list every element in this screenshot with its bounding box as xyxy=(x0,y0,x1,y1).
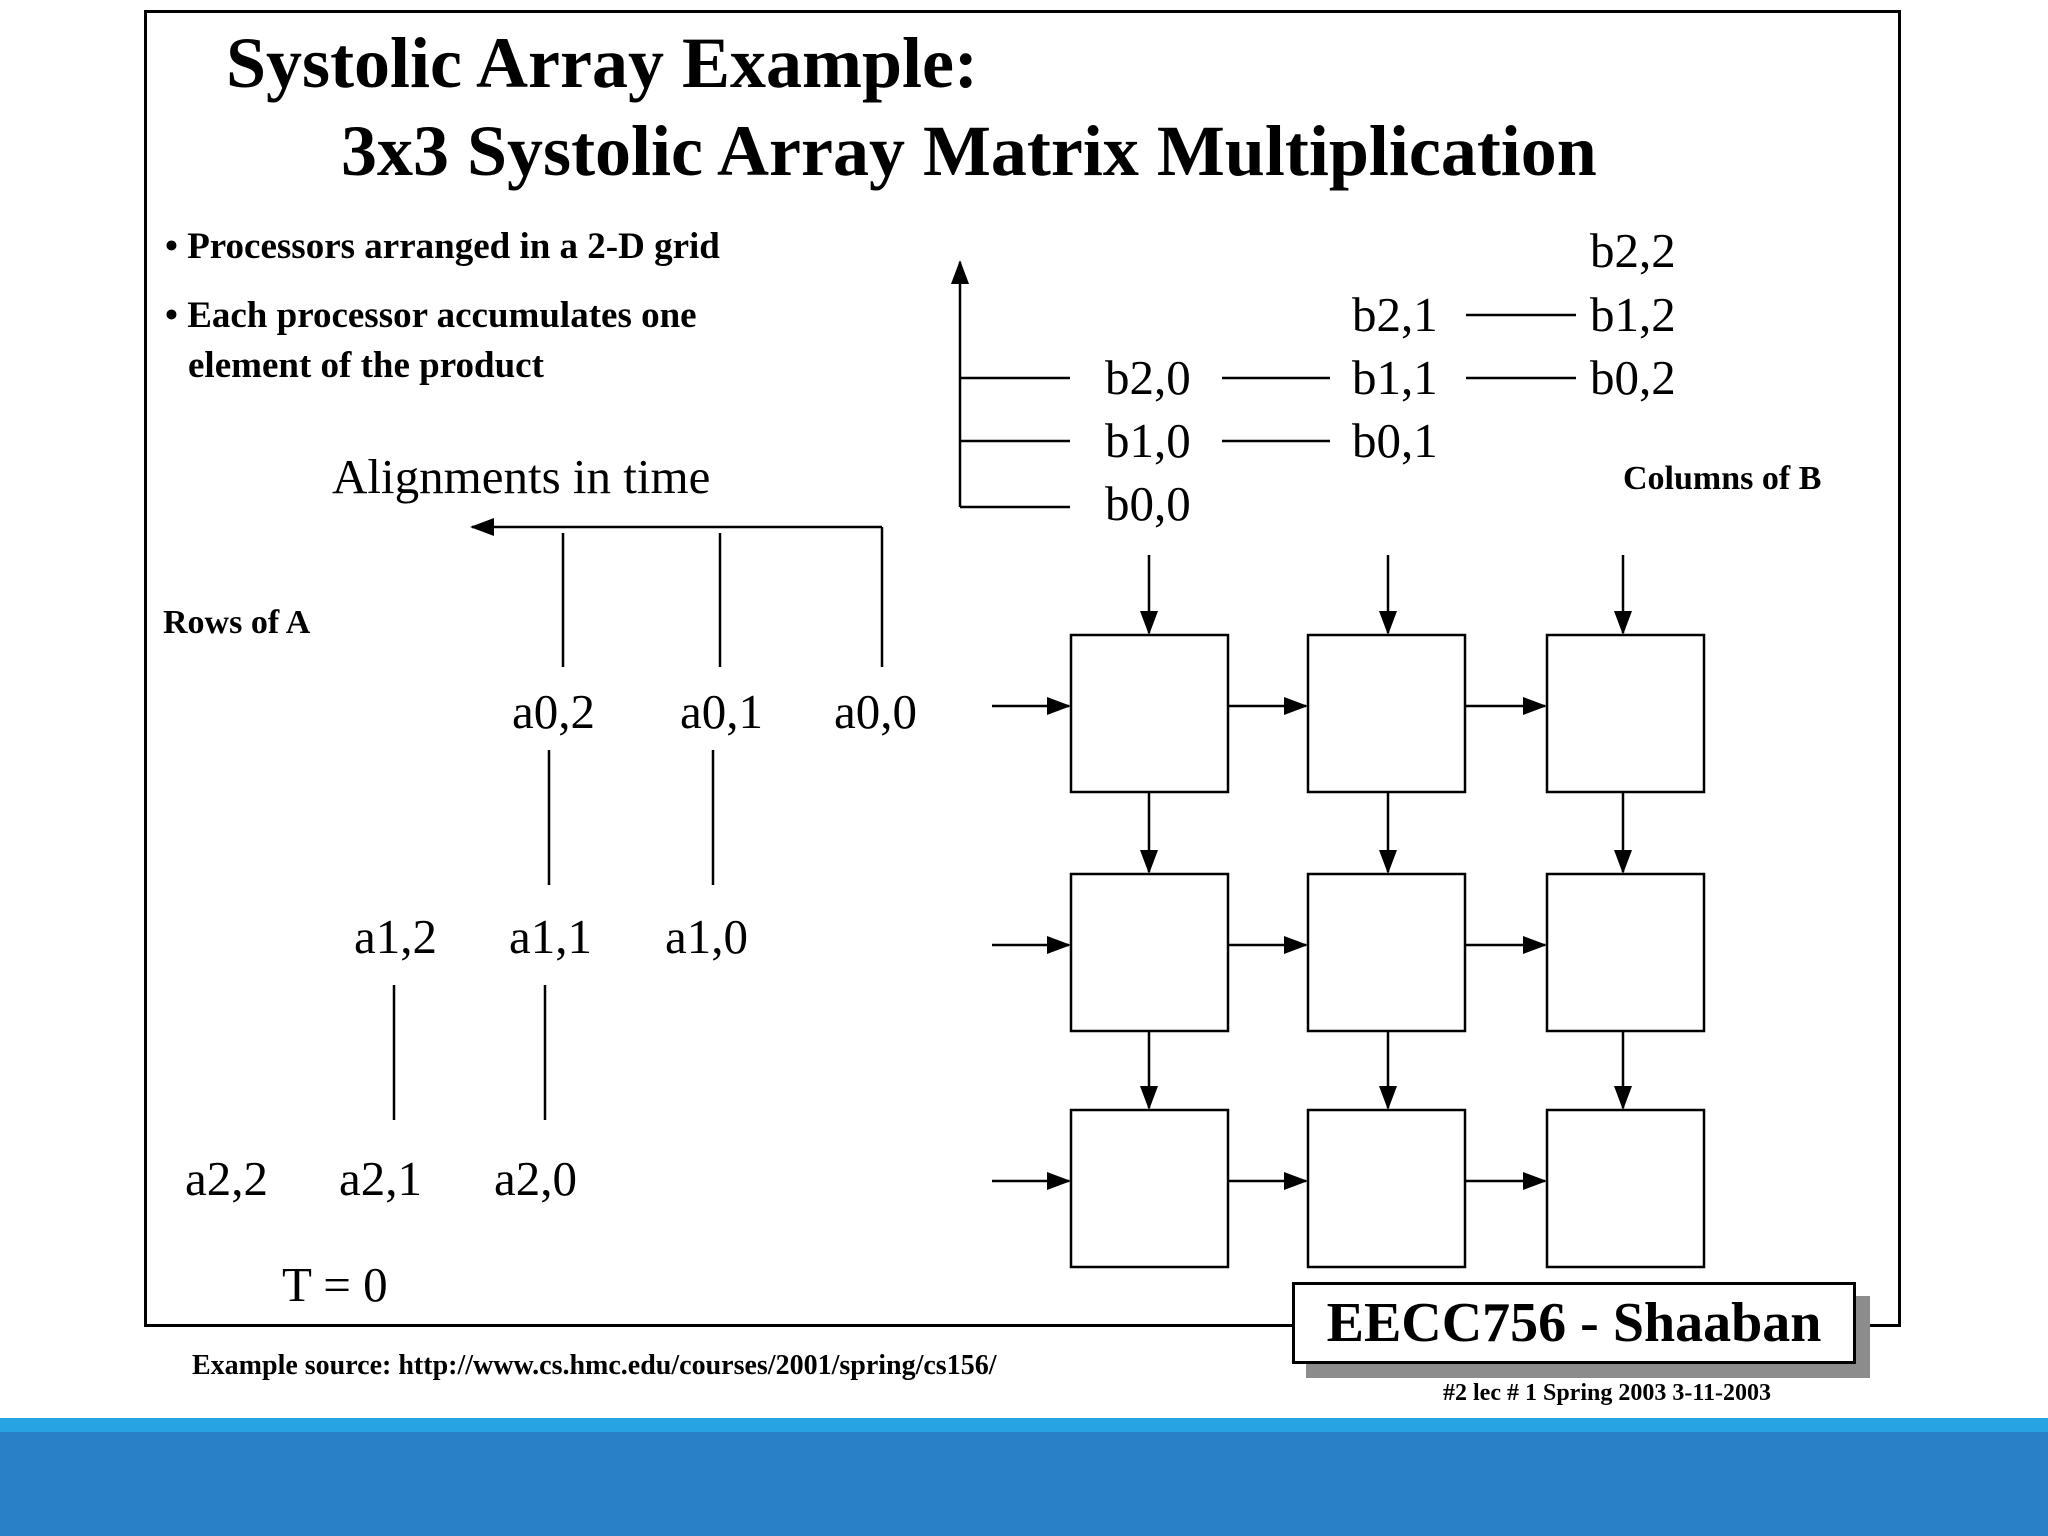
course-brand-box xyxy=(1292,1282,1856,1364)
processor-2-2 xyxy=(1547,1110,1704,1267)
bullet-accumulate-cont: element of the product xyxy=(188,345,544,386)
processor-1-0 xyxy=(1071,874,1228,1031)
b-element: b0,1 xyxy=(1352,413,1438,468)
a-element: a2,1 xyxy=(339,1151,422,1206)
example-source: Example source: http://www.cs.hmc.edu/courses/2001/spring/cs156/ xyxy=(192,1350,997,1381)
b-element: b2,2 xyxy=(1590,223,1676,278)
bullet-accumulate: • Each processor accumulates one xyxy=(165,295,697,336)
b-element: b2,0 xyxy=(1105,350,1191,405)
columns-of-b-label: Columns of B xyxy=(1623,460,1822,497)
processor-2-0 xyxy=(1071,1110,1228,1267)
processor-1-1 xyxy=(1308,874,1465,1031)
b-element: b1,2 xyxy=(1590,287,1676,342)
processor-2-1 xyxy=(1308,1110,1465,1267)
bullet-grid: • Processors arranged in a 2-D grid xyxy=(165,226,720,267)
a-element: a0,0 xyxy=(834,684,917,739)
slide-subtitle: 3x3 Systolic Array Matrix Multiplication xyxy=(341,111,1597,191)
course-brand: EECC756 - Shaaban xyxy=(1326,1292,1822,1354)
lecture-info: #2 lec # 1 Spring 2003 3-11-2003 xyxy=(1443,1380,1771,1406)
b-element: b0,0 xyxy=(1105,476,1191,531)
processor-0-1 xyxy=(1308,635,1465,792)
a-element: a2,0 xyxy=(494,1151,577,1206)
a-element: a1,2 xyxy=(354,909,437,964)
b-element: b0,2 xyxy=(1590,350,1676,405)
b-element: b1,1 xyxy=(1352,350,1438,405)
processor-0-2 xyxy=(1547,635,1704,792)
b-element: b2,1 xyxy=(1352,287,1438,342)
time-label: T = 0 xyxy=(282,1257,388,1312)
a-element: a0,1 xyxy=(680,684,763,739)
a-element: a2,2 xyxy=(185,1151,268,1206)
a-element: a0,2 xyxy=(512,684,595,739)
slide-title: Systolic Array Example: xyxy=(226,23,978,103)
a-element: a1,1 xyxy=(509,909,592,964)
bottom-band xyxy=(0,1418,2048,1536)
processor-0-0 xyxy=(1071,635,1228,792)
rows-of-a-label: Rows of A xyxy=(163,604,311,641)
processor-1-2 xyxy=(1547,874,1704,1031)
b-element: b1,0 xyxy=(1105,413,1191,468)
alignments-label: Alignments in time xyxy=(332,449,711,504)
a-element: a1,0 xyxy=(665,909,748,964)
